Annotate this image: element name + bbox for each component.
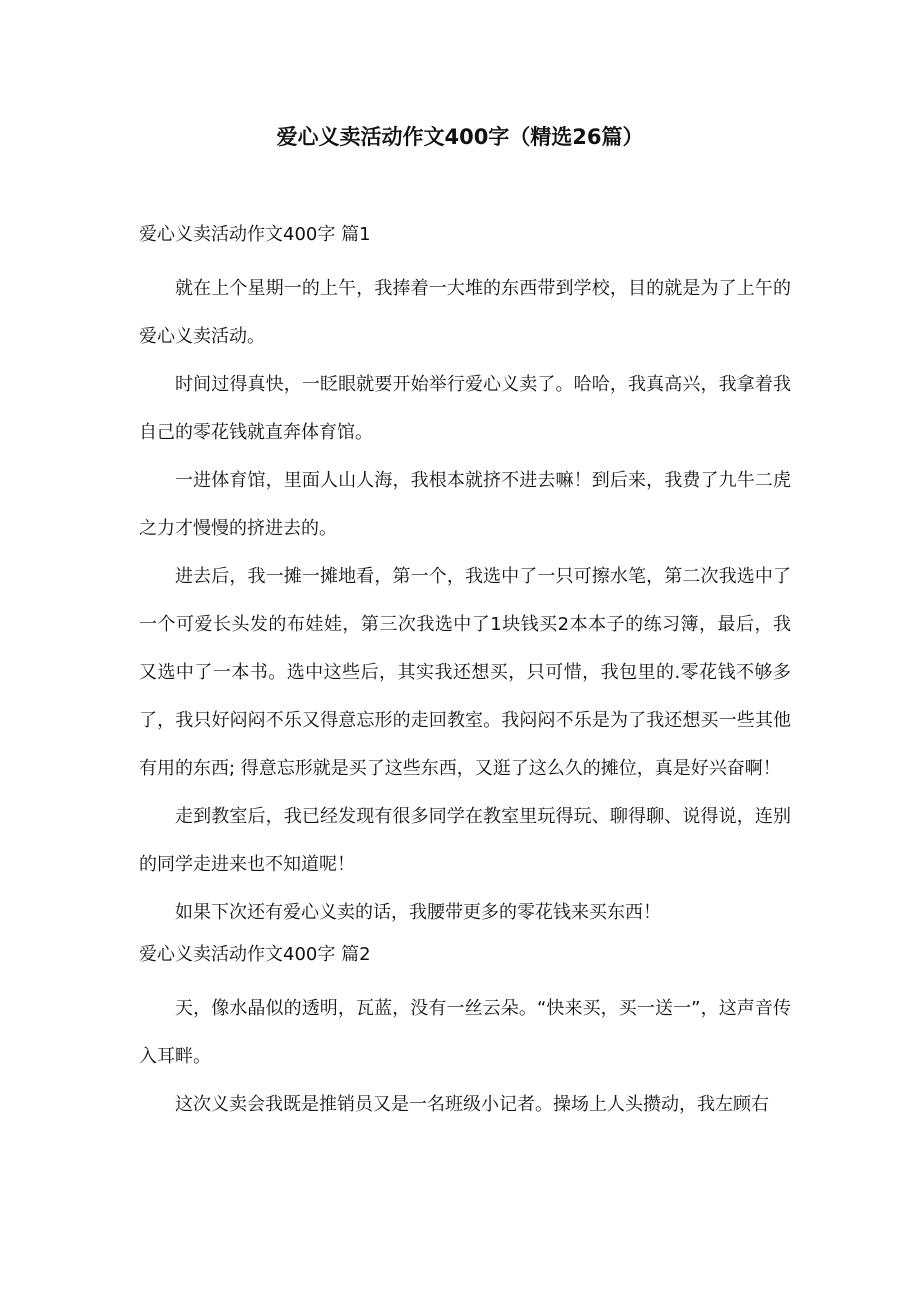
paragraph: 一进体育馆，里面人山人海，我根本就挤不进去嘛！到后来，我费了九牛二虎之力才慢慢的挤进去的。 xyxy=(139,470,791,539)
paragraph: 如果下次还有爱心义卖的话，我腰带更多的零花钱来买东西！ xyxy=(175,902,661,923)
paragraph: 时间过得真快，一眨眼就要开始举行爱心义卖了。哈哈，我真高兴，我拿着我自己的零花钱就直奔体育馆。 xyxy=(139,374,791,443)
paragraph: 走到教室后，我已经发现有很多同学在教室里玩得玩、聊得聊、说得说，连别的同学走进来也不知道呢！ xyxy=(139,806,791,875)
paragraph: 就在上个星期一的上午，我捧着一大堆的东西带到学校，目的就是为了上午的爱心义卖活动。 xyxy=(139,278,791,347)
section-heading: 爱心义卖活动作文400字 篇2 xyxy=(139,944,371,965)
section-heading: 爱心义卖活动作文400字 篇1 xyxy=(139,224,371,245)
paragraph: 这次义卖会我既是推销员又是一名班级小记者。操场上人头攒动，我左顾右 xyxy=(175,1094,769,1115)
paragraph: 进去后，我一摊一摊地看，第一个，我选中了一只可擦水笔，第二次我选中了一个可爱长头发的布娃娃，第三次我选中了1块钱买2本本子的练习簿，最后，我又选中了一本书。选中这些后，其实我还想买，只可惜，我包里的.零花钱不够多了，我只好闷闷不乐又得意忘形的走回教室。我闷闷不乐是为了我还想买一些其他有用的东西; 得意忘形就是买了这些东西，又逛了这么久的摊位，真是好兴奋啊！ xyxy=(139,566,791,779)
paragraph: 天，像水晶似的透明，瓦蓝，没有一丝云朵。“快来买，买一送一”，这声音传入耳畔。 xyxy=(139,998,791,1067)
document-body xyxy=(139,217,791,1129)
document-title: 爱心义卖活动作文400字（精选26篇） xyxy=(276,125,644,149)
